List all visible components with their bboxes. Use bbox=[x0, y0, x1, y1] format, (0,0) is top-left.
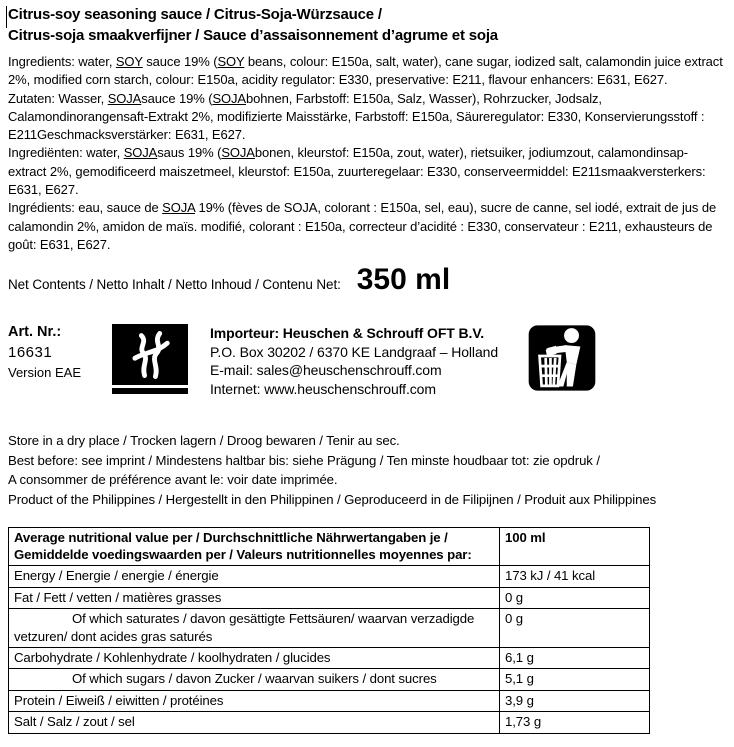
ingredients-paragraph-fr bbox=[8, 199, 724, 254]
nutrition-header-value-cell: 100 ml bbox=[500, 527, 650, 566]
nutrition-value-cell: 0 g bbox=[500, 609, 650, 648]
article-number-value: 16631 bbox=[8, 344, 53, 362]
allergen-highlight: SOJA bbox=[212, 90, 246, 106]
nutrition-value-cell: 1,73 g bbox=[500, 712, 650, 733]
nutrition-label-cell: Of which sugars / davon Zucker / waarvan suikers / dont sucres bbox=[9, 669, 500, 690]
allergen-highlight: SOJA bbox=[107, 90, 142, 106]
nutrition-value-cell: 3,9 g bbox=[500, 690, 650, 711]
nutrition-row bbox=[9, 566, 650, 587]
product-title-line-2: Citrus-soja smaakverfijner / Sauce d’assaisonnement d’agrume et soja bbox=[8, 27, 498, 44]
ingredient-text: saus 19% ( bbox=[157, 145, 222, 161]
ingredient-text: Ingrediënten: water, bbox=[8, 145, 124, 161]
product-title bbox=[8, 4, 724, 46]
ingredients-section bbox=[8, 53, 724, 254]
net-contents-label: Net Contents / Netto Inhalt / Netto Inhoud / Contenu Net: bbox=[8, 277, 341, 293]
ingredient-text: bonen, kleurstof: E150a, zout, water), rietsuiker, jodiumzout, calamondinsap-extract 2%, gemodificeerd maiszetmeel, kleurstof: E150a, zuurteregelaar: E330, conserveermiddel: E211smaakversterkers: E631, E627. bbox=[8, 145, 706, 198]
nutrition-row bbox=[9, 609, 650, 648]
ingredient-text: Zutaten: Wasser, bbox=[8, 90, 108, 106]
nutrition-row bbox=[9, 690, 650, 711]
importer-block bbox=[210, 324, 502, 398]
hs-monogram-icon bbox=[112, 324, 188, 385]
ingredient-text: beans, colour: E150a, salt, water), cane sugar, iodized salt, calamondin juice extract 2%, modified corn starch, colour: E150a, acidity regulator: E330, preservative: E211, flavour enhancers: E631, E627. bbox=[8, 54, 723, 88]
nutrition-label-cell: Salt / Salz / zout / sel bbox=[9, 712, 500, 733]
ingredient-text: sauce 19% ( bbox=[142, 54, 218, 69]
brand-logo bbox=[112, 324, 188, 394]
nutrition-label-cell: Energy / Energie / energie / énergie bbox=[9, 566, 500, 587]
logo-underline-bar bbox=[112, 388, 188, 394]
importer-website: Internet: www.heuschenschrouff.com bbox=[210, 380, 436, 397]
allergen-highlight: SOJA bbox=[123, 145, 158, 161]
nutrition-value-cell: 6,1 g bbox=[500, 648, 650, 669]
net-contents-value: 350 ml bbox=[356, 263, 451, 297]
tidyman-icon bbox=[528, 323, 596, 398]
nutrition-row bbox=[9, 648, 650, 669]
nutrition-value-cell: 0 g bbox=[500, 587, 650, 608]
nutrition-value-cell: 5,1 g bbox=[500, 669, 650, 690]
ingredient-text: bohnen, Farbstoff: E150a, Salz, Wasser), Rohrzucker, Jodsalz, Calamondinorangensaft-Extrakt 2%, modifizierte Maisstärke, Farbstoff: E150a, Säureregulator: E330, Konservierungsstoff : E211Geschmacksverstärker: E631, E627. bbox=[8, 90, 705, 143]
importer-name: Importeur: Heuschen & Schrouff OFT B.V. bbox=[210, 325, 485, 342]
storage-section bbox=[8, 431, 724, 509]
nutrition-label-cell: Carbohydrate / Kohlenhydrate / koolhydraten / glucides bbox=[9, 648, 500, 669]
nutrition-row bbox=[9, 669, 650, 690]
nutrition-header-label-cell: Average nutritional value per / Durchschnittliche Nährwertangaben je / Gemiddelde voedingswaarden per / Valeurs nutritionnelles moyennes par: bbox=[9, 527, 500, 566]
ingredient-text: sauce 19% ( bbox=[141, 90, 213, 106]
storage-line-consommer: A consommer de préférence avant le: voir date imprimée. bbox=[8, 472, 338, 488]
importer-email: E-mail: sales@heuschenschrouff.com bbox=[210, 362, 442, 379]
product-title-line-1: Citrus-soy seasoning sauce / Citrus-Soja-Würzsauce / bbox=[8, 6, 382, 23]
origin-line: Product of the Philippines / Hergestellt in den Philippinen / Geproduceerd in de Filipijnen / Produit aux Philippines bbox=[8, 492, 657, 508]
nutrition-table bbox=[8, 527, 650, 734]
nutrition-value-cell: 173 kJ / 41 kcal bbox=[500, 566, 650, 587]
article-number-block bbox=[8, 324, 112, 380]
ingredient-text: Ingredients: water, bbox=[8, 54, 116, 69]
nutrition-row bbox=[9, 587, 650, 608]
ingredients-paragraph-nl bbox=[8, 144, 724, 199]
ingredients-paragraph-en bbox=[8, 53, 724, 90]
allergen-highlight: SOY bbox=[115, 54, 143, 69]
version-label: Version EAE bbox=[8, 365, 81, 381]
nutrition-row bbox=[9, 712, 650, 733]
nutrition-label-cell: Of which saturates / davon gesättigte Fettsäuren/ waarvan verzadigde vetzuren/ dont acides gras saturés bbox=[9, 609, 500, 648]
allergen-highlight: SOJA bbox=[221, 145, 255, 161]
ingredient-text: 19% (fèves de SOJA, colorant : E150a, sel, eau), sucre de canne, sel iodé, extrait de jus de calamondin 2%, amidon de maïs. modifié, colorant : E150a, correcteur d’acidité : E330, conservateur : E211, exhausteurs de goût: E631, E627. bbox=[8, 200, 717, 252]
text-cursor-artifact bbox=[6, 6, 7, 28]
nutrition-label-cell: Protein / Eiweiß / eiwitten / protéines bbox=[9, 690, 500, 711]
allergen-highlight: SOJA bbox=[162, 200, 195, 216]
storage-line-best-before: Best before: see imprint / Mindestens haltbar bis: siehe Prägung / Ten minste houdbaar tot: zie opdruk / bbox=[8, 452, 600, 468]
manufacturer-info-row bbox=[8, 324, 724, 398]
ingredient-text: Ingrédients: eau, sauce de bbox=[8, 200, 163, 216]
nutrition-label-cell: Fat / Fett / vetten / matières grasses bbox=[9, 587, 500, 608]
importer-address: P.O. Box 30202 / 6370 KE Landgraaf – Holland bbox=[210, 343, 499, 360]
ingredients-paragraph-de bbox=[8, 90, 724, 145]
nutrition-header-row bbox=[9, 527, 650, 566]
storage-line-store: Store in a dry place / Trocken lagern / Droog bewaren / Tenir au sec. bbox=[8, 433, 400, 449]
article-number-label: Art. Nr.: bbox=[8, 324, 62, 341]
net-contents bbox=[8, 263, 724, 297]
allergen-highlight: SOY bbox=[217, 54, 245, 69]
